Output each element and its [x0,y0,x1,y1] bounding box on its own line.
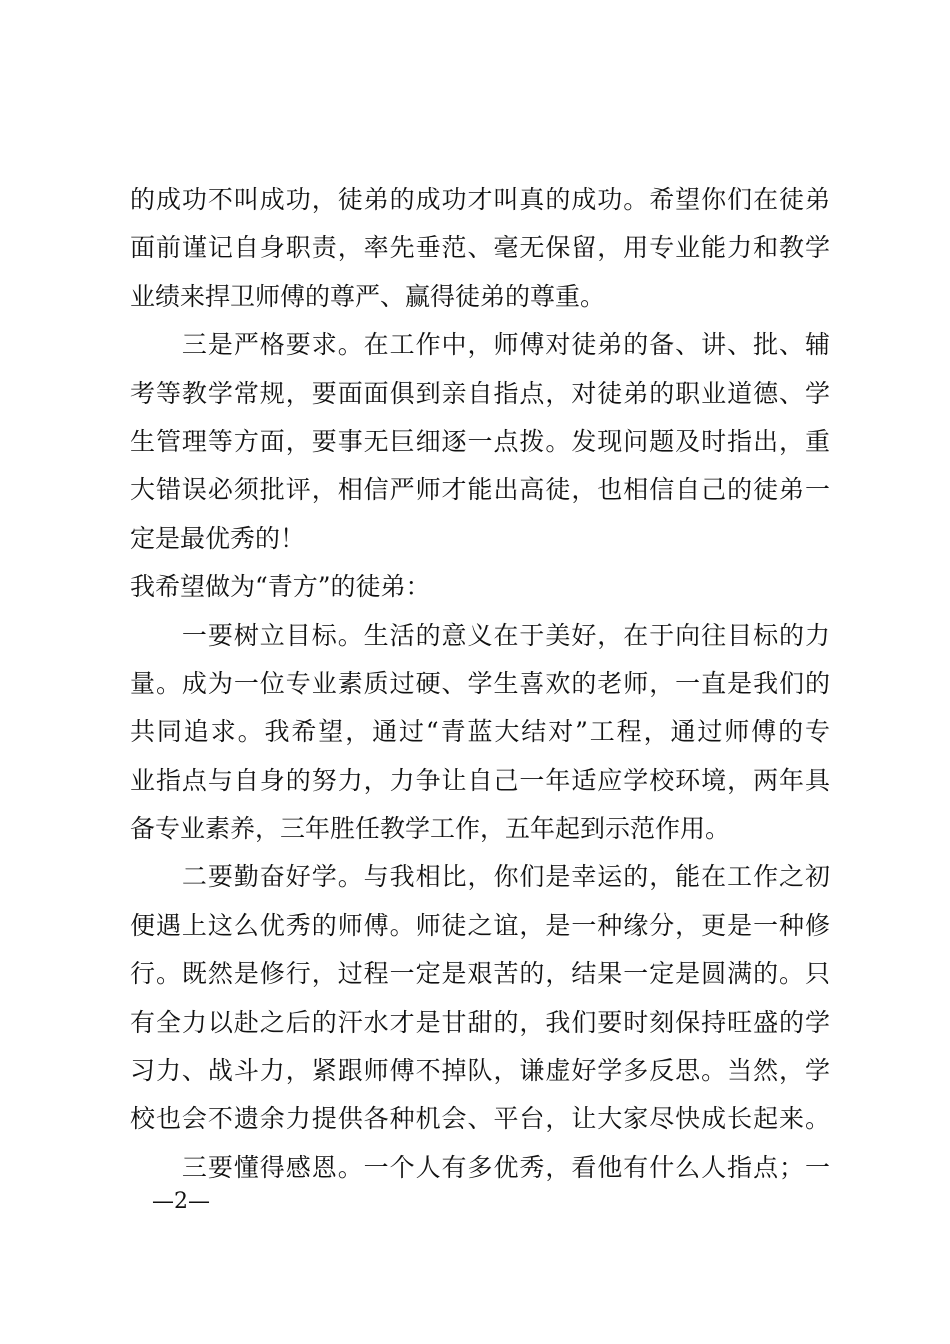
text-line: 量。成为一位专业素质过硬、学生喜欢的老师，一直是我们的 [130,668,830,698]
text-line: 三是严格要求。在工作中，师傅对徒弟的备、讲、批、辅 [130,330,830,360]
text-line: 面前谨记自身职责，率先垂范、毫无保留，用专业能力和教学 [130,233,830,263]
text-line: 三要懂得感恩。一个人有多优秀，看他有什么人指点；一 [130,1152,830,1182]
text-line: 大错误必须批评，相信严师才能出高徒，也相信自己的徒弟一 [130,475,830,505]
text-line: 的成功不叫成功，徒弟的成功才叫真的成功。希望你们在徒弟 [130,185,830,214]
text-line: 我希望做为“青方”的徒弟： [130,572,431,602]
text-line: 校也会不遗余力提供各种机会、平台，让大家尽快成长起来。 [130,1104,830,1134]
text-line: 业绩来捍卫师傅的尊严、赢得徒弟的尊重。 [130,281,606,311]
text-line: 业指点与自身的努力，力争让自己一年适应学校环境，两年具 [130,765,830,795]
text-line: 有全力以赴之后的汗水才是甘甜的，我们要时刻保持旺盛的学 [130,1007,830,1037]
text-line: 二要勤奋好学。与我相比，你们是幸运的，能在工作之初 [130,862,830,892]
text-line: 共同追求。我希望，通过“青蓝大结对”工程，通过师傅的专 [130,717,830,747]
text-line: 备专业素养，三年胜任教学工作，五年起到示范作用。 [130,814,731,844]
text-line: 考等教学常规，要面面俱到亲自指点，对徒弟的职业道德、学 [130,378,830,408]
text-line: 定是最优秀的！ [130,523,306,553]
body-text [130,176,830,1192]
text-line: 一要树立目标。生活的意义在于美好，在于向往目标的力 [130,620,830,650]
text-line: 行。既然是修行，过程一定是艰苦的，结果一定是圆满的。只 [130,959,830,989]
text-line: 便遇上这么优秀的师傅。师徒之谊，是一种缘分，更是一种修 [130,910,830,940]
text-line: 习力、战斗力，紧跟师傅不掉队，谦虚好学多反思。当然，学 [130,1056,830,1086]
page-number: —2— [152,1189,210,1214]
text-line: 生管理等方面，要事无巨细逐一点拨。发现问题及时指出，重 [130,426,830,456]
